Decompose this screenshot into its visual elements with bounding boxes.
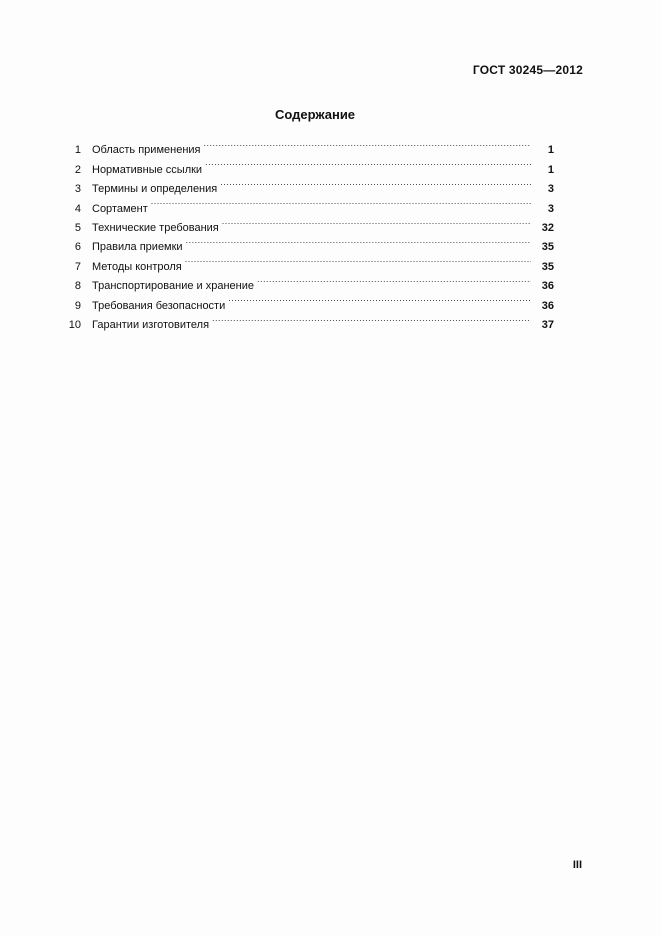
toc-leader-dots xyxy=(257,270,531,289)
toc-item-number: 2 xyxy=(74,163,81,176)
toc-item-label: Гарантии изготовителя xyxy=(92,318,210,331)
toc-item-page: 36 xyxy=(541,280,554,293)
toc-leader-dots xyxy=(205,153,531,172)
toc-item-number: 7 xyxy=(74,260,81,273)
toc-leader-dots xyxy=(151,192,531,211)
toc-item-label: Сортамент xyxy=(92,202,148,215)
toc-item-label: Технические требования xyxy=(92,221,219,234)
toc-item-number: 8 xyxy=(74,280,81,293)
toc-leader-dots xyxy=(222,212,531,231)
toc-title: Содержание xyxy=(274,107,356,122)
toc-item-number: 5 xyxy=(74,221,81,234)
toc-item-label: Правила приемки xyxy=(92,241,183,254)
toc-leader-dots xyxy=(220,173,531,192)
toc-leader-dots xyxy=(228,289,531,308)
toc-leader-dots xyxy=(212,309,531,328)
document-code: ГОСТ 30245—2012 xyxy=(472,63,583,77)
toc-item-page: 35 xyxy=(541,260,554,273)
toc-item-number: 10 xyxy=(68,318,81,331)
toc-item-number: 6 xyxy=(74,241,81,254)
toc-item-label: Область применения xyxy=(92,144,201,157)
toc-item-page: 3 xyxy=(547,183,554,196)
toc-item-number: 3 xyxy=(74,183,81,196)
table-of-contents xyxy=(64,134,554,331)
toc-leader-dots xyxy=(186,231,531,250)
toc-leader-dots xyxy=(185,250,531,269)
toc-item-number: 4 xyxy=(74,202,81,215)
toc-item-page: 35 xyxy=(541,241,554,254)
toc-item-page: 32 xyxy=(541,221,554,234)
toc-item-page: 3 xyxy=(547,202,554,215)
toc-item-number: 1 xyxy=(74,144,81,157)
toc-leader-dots xyxy=(204,134,532,153)
toc-item-page: 37 xyxy=(541,318,554,331)
toc-item-label: Транспортирование и хранение xyxy=(92,280,254,293)
toc-item-page: 36 xyxy=(541,299,554,312)
toc-item-page: 1 xyxy=(547,163,554,176)
toc-item-label: Термины и определения xyxy=(92,183,218,196)
toc-item-label: Методы контроля xyxy=(92,260,182,273)
toc-item xyxy=(64,134,554,157)
toc-item-label: Нормативные ссылки xyxy=(92,163,203,176)
toc-item-page: 1 xyxy=(547,144,554,157)
toc-item-number: 9 xyxy=(74,299,81,312)
page-number: III xyxy=(572,859,582,871)
toc-item-label: Требования безопасности xyxy=(92,299,226,312)
